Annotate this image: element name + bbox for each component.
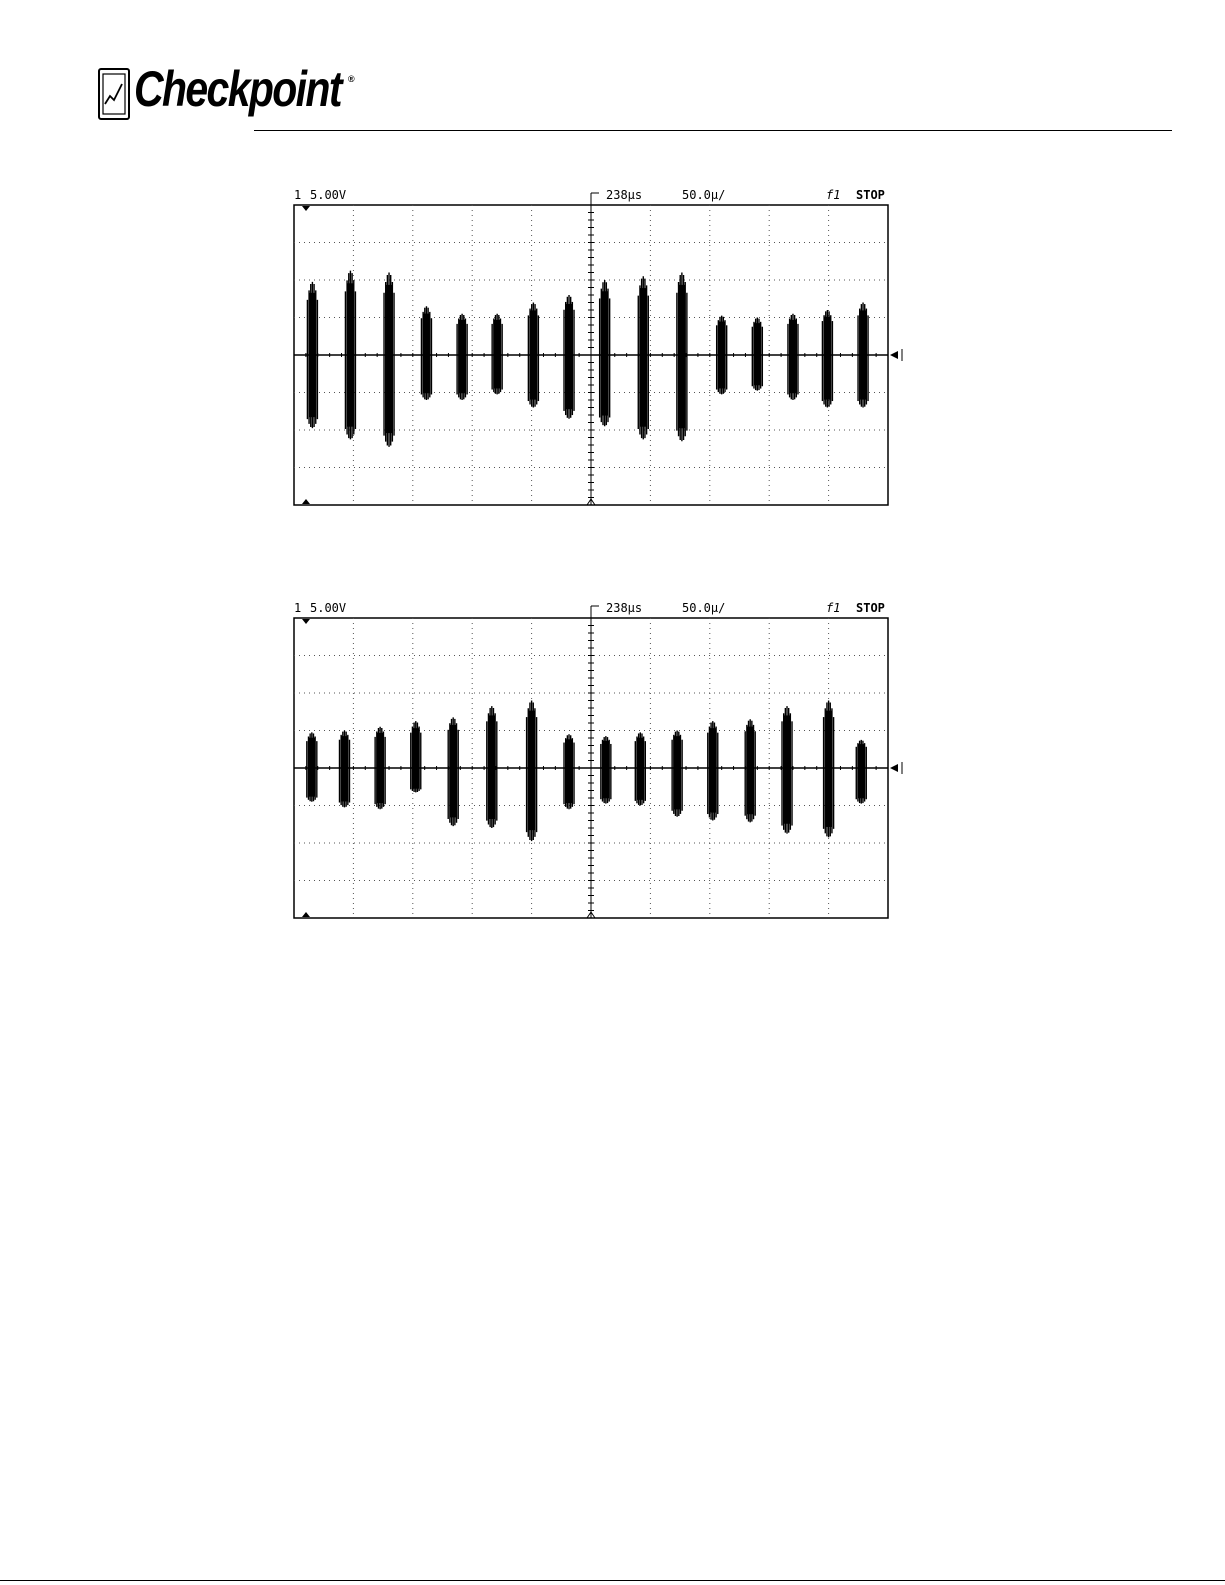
signal-burst — [345, 271, 355, 440]
signal-burst — [635, 732, 645, 805]
tag-icon — [98, 68, 130, 120]
burst-core — [459, 320, 465, 393]
ground-marker-icon — [302, 912, 310, 917]
scope-plot-1 — [290, 183, 915, 513]
burst-core — [377, 733, 383, 803]
oscilloscope-capture-1 — [290, 183, 915, 513]
timebase-readout: 50.0µ/ — [682, 188, 726, 202]
signal-burst — [527, 701, 537, 842]
channel-label: 1 — [294, 601, 302, 615]
burst-core — [386, 285, 392, 433]
signal-burst — [782, 706, 792, 834]
burst-core — [679, 285, 685, 428]
signal-burst — [307, 282, 317, 428]
signal-burst — [411, 721, 421, 792]
volts-per-div: 5.00V — [310, 601, 347, 615]
header-rule — [254, 130, 1172, 131]
timebase-readout: 50.0µ/ — [682, 601, 726, 615]
burst-core — [860, 310, 866, 399]
signal-burst — [677, 273, 687, 442]
signal-burst — [375, 727, 385, 810]
signal-burst — [600, 280, 610, 426]
delay-readout: 238µs — [606, 188, 643, 202]
burst-core — [347, 283, 353, 426]
burst-core — [450, 725, 456, 817]
burst-core — [341, 736, 347, 801]
burst-core — [784, 715, 790, 823]
signal-burst — [858, 303, 868, 408]
burst-core — [603, 741, 609, 798]
trigger-level-icon — [890, 764, 898, 772]
burst-core — [754, 323, 760, 385]
signal-burst — [824, 701, 834, 838]
burst-core — [529, 711, 535, 831]
burst-core — [640, 288, 646, 427]
signal-burst — [717, 316, 727, 395]
signal-burst — [822, 310, 832, 408]
oscilloscope-capture-2 — [290, 596, 915, 926]
signal-burst — [307, 732, 317, 801]
registered-mark: ® — [348, 74, 355, 84]
burst-core — [824, 317, 830, 400]
signal-burst — [339, 731, 349, 808]
signal-burst — [492, 314, 502, 395]
run-status: STOP — [856, 601, 885, 615]
channel-label: 1 — [294, 188, 302, 202]
burst-core — [566, 739, 572, 803]
signal-burst — [788, 314, 798, 400]
signal-burst — [421, 306, 431, 400]
footer-rule — [0, 1580, 1225, 1581]
burst-core — [309, 293, 315, 417]
trigger-marker-icon — [302, 206, 310, 211]
signal-burst — [457, 314, 467, 400]
burst-core — [530, 310, 536, 399]
burst-core — [747, 727, 753, 815]
burst-core — [309, 738, 315, 797]
signal-burst — [601, 736, 611, 804]
volts-per-div: 5.00V — [310, 188, 347, 202]
signal-burst — [745, 719, 755, 822]
signal-burst — [672, 731, 682, 817]
signal-burst — [487, 706, 497, 828]
burst-core — [710, 728, 716, 812]
burst-core — [489, 715, 495, 819]
signal-burst — [856, 740, 866, 804]
trigger-source: f1 — [826, 601, 841, 615]
burst-core — [719, 322, 725, 389]
burst-core — [674, 736, 680, 809]
trigger-source: f1 — [826, 188, 841, 202]
burst-core — [637, 738, 643, 800]
burst-core — [826, 711, 832, 827]
burst-core — [790, 320, 796, 393]
run-status: STOP — [856, 188, 885, 202]
burst-core — [858, 744, 864, 798]
scope-plot-2 — [290, 596, 915, 926]
burst-core — [494, 320, 500, 389]
signal-burst — [564, 295, 574, 419]
burst-core — [423, 314, 429, 394]
burst-core — [566, 304, 572, 409]
signal-burst — [708, 721, 718, 820]
burst-core — [602, 291, 608, 415]
delay-readout: 238µs — [606, 601, 643, 615]
burst-core — [413, 728, 419, 789]
signal-burst — [528, 303, 538, 408]
signal-burst — [638, 276, 648, 439]
signal-burst — [564, 734, 574, 809]
logo-wordmark: Checkpoint — [134, 61, 341, 117]
signal-burst — [448, 717, 458, 826]
ground-marker-icon — [302, 499, 310, 504]
trigger-marker-icon — [302, 619, 310, 624]
signal-burst — [384, 273, 394, 447]
signal-burst — [752, 318, 762, 391]
trigger-level-icon — [890, 351, 898, 359]
